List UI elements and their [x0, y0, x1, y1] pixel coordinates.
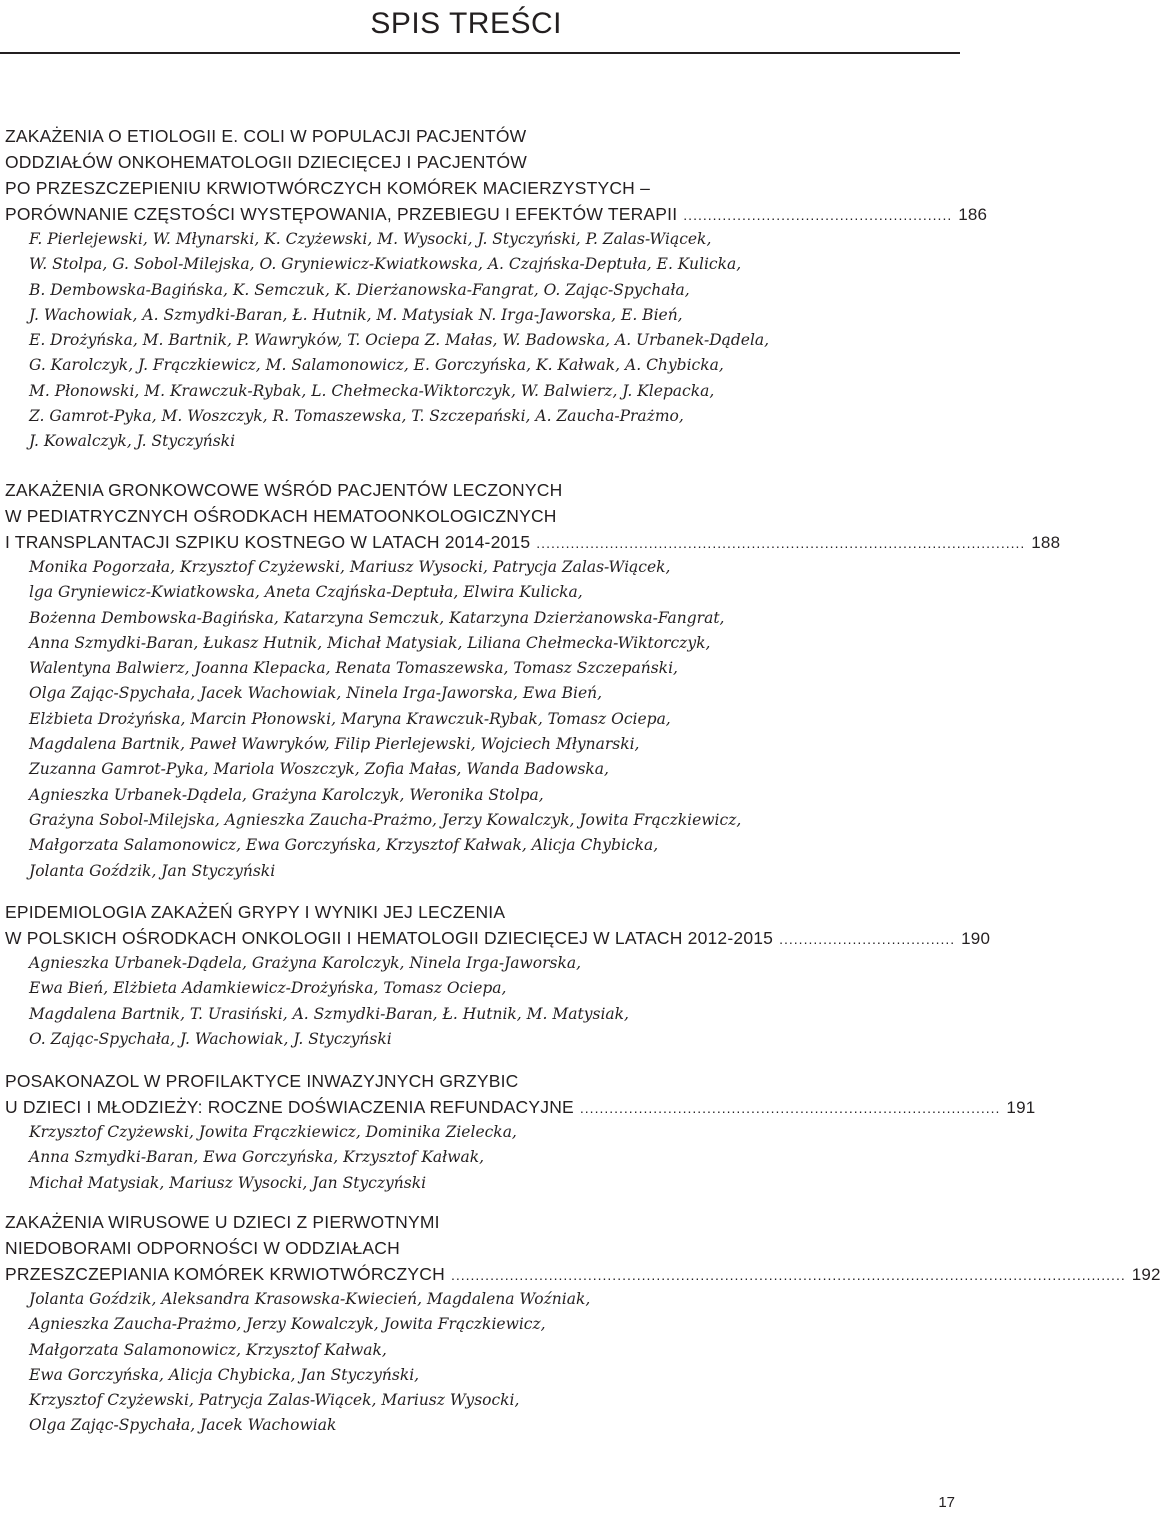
author-line: Elżbieta Drożyńska, Marcin Płonowski, Maryna Krawczuk-Rybak, Tomasz Ociepa,: [29, 709, 671, 728]
entry-title-text: I TRANSPLANTACJI SZPIKU KOSTNEGO W LATACH 2014-2015: [5, 532, 531, 552]
author-line: Agnieszka Urbanek-Dądela, Grażyna Karolczyk, Weronika Stolpa,: [29, 785, 544, 804]
author-line: Anna Szmydki-Baran, Łukasz Hutnik, Michał Matysiak, Liliana Chełmecka-Wiktorczyk,: [29, 633, 711, 652]
entry-title-last-line[interactable]: [5, 529, 1061, 555]
entry-title-line: EPIDEMIOLOGIA ZAKAŻEŃ GRYPY I WYNIKI JEJ LECZENIA: [5, 902, 506, 922]
author-line: Jolanta Goździk, Jan Styczyński: [29, 861, 276, 880]
entry-authors: [29, 951, 955, 1052]
entry-title-line: POSAKONAZOL W PROFILAKTYCE INWAZYJNYCH GRZYBIC: [5, 1071, 519, 1091]
entry-title-text: W POLSKICH OŚRODKACH ONKOLOGII I HEMATOLOGII DZIECIĘCEJ W LATACH 2012-2015: [5, 928, 774, 948]
entry-title-line: ZAKAŻENIA O ETIOLOGII E. COLI W POPULACJI PACJENTÓW: [5, 126, 527, 146]
author-line: Michał Matysiak, Mariusz Wysocki, Jan Styczyński: [29, 1173, 427, 1192]
author-line: Agnieszka Zaucha-Prażmo, Jerzy Kowalczyk, Jowita Frączkiewicz,: [29, 1315, 546, 1334]
author-line: Zuzanna Gamrot-Pyka, Mariola Woszczyk, Zofia Małas, Wanda Badowska,: [29, 760, 609, 779]
author-line: Monika Pogorzała, Krzysztof Czyżewski, Mariusz Wysocki, Patrycja Zalas-Wiącek,: [29, 558, 671, 576]
entry-page-number[interactable]: 190: [961, 929, 991, 948]
author-line: Olga Zając-Spychała, Jacek Wachowiak, Ninela Irga-Jaworska, Ewa Bień,: [29, 684, 603, 703]
author-line: M. Płonowski, M. Krawczuk-Rybak, L. Chełmecka-Wiktorczyk, W. Balwierz, J. Klepacka,: [29, 381, 715, 400]
author-line: Magdalena Bartnik, Paweł Wawryków, Filip Pierlejewski, Wojciech Młynarski,: [29, 735, 640, 754]
author-line: Jolanta Goździk, Aleksandra Krasowska-Kwiecień, Magdalena Woźniak,: [29, 1290, 591, 1308]
author-line: E. Drożyńska, M. Bartnik, P. Wawryków, T. Ociepa Z. Małas, W. Badowska, A. Urbanek-Dądela,: [29, 331, 770, 350]
author-line: Bożenna Dembowska-Bagińska, Katarzyna Semczuk, Katarzyna Dzierżanowska-Fangrat,: [29, 608, 725, 627]
toc-entry: [5, 477, 1061, 884]
entry-title-text: U DZIECI I MŁODZIEŻY: ROCZNE DOŚWIACZENIA REFUNDACYJNE: [5, 1097, 574, 1117]
entry-title-last-line[interactable]: [5, 1094, 1036, 1120]
entry-title-text: PORÓWNANIE CZĘSTOŚCI WYSTĘPOWANIA, PRZEBIEGU I EFEKTÓW TERAPII: [5, 204, 678, 224]
author-line: J. Kowalczyk, J. Styczyński: [29, 432, 236, 451]
entry-title-last-line[interactable]: [5, 1261, 1161, 1287]
entry-page-number[interactable]: 192: [1131, 1265, 1161, 1284]
author-line: Grażyna Sobol-Milejska, Agnieszka Zaucha-Prażmo, Jerzy Kowalczyk, Jowita Frączkiewicz,: [29, 810, 742, 829]
entry-title-line: NIEDOBORAMI ODPORNOŚCI W ODDZIAŁACH: [5, 1238, 400, 1258]
entry-title-line: ZAKAŻENIA WIRUSOWE U DZIECI Z PIERWOTNYMI: [5, 1212, 440, 1232]
page-title: SPIS TREŚCI: [370, 7, 562, 40]
dot-leader: ......................................................................................: [579, 1100, 1001, 1116]
entry-title-last-line[interactable]: [5, 201, 988, 227]
entry-title-last-line[interactable]: [5, 925, 991, 951]
author-line: W. Stolpa, G. Sobol-Milejska, O. Gryniewicz-Kwiatkowska, A. Czajńska-Deptuła, E. Kulicka,: [29, 255, 742, 274]
author-line: Ewa Gorczyńska, Alicja Chybicka, Jan Styczyński,: [29, 1365, 420, 1384]
author-line: Ewa Bień, Elżbieta Adamkiewicz-Drożyńska, Tomasz Ociepa,: [29, 979, 507, 998]
dot-leader: ....................................: [779, 931, 956, 947]
entry-title-line: W PEDIATRYCZNYCH OŚRODKACH HEMATOONKOLOGICZNYCH: [5, 506, 557, 526]
author-line: B. Dembowska-Bagińska, K. Semczuk, K. Dierżanowska-Fangrat, O. Zając-Spychała,: [29, 280, 690, 299]
entry-title-line: ZAKAŻENIA GRONKOWCOWE WŚRÓD PACJENTÓW LECZONYCH: [5, 480, 563, 500]
author-line: O. Zając-Spychała, J. Wachowiak, J. Styczyński: [29, 1029, 392, 1048]
entry-title-line: ODDZIAŁÓW ONKOHEMATOLOGII DZIECIĘCEJ I PACJENTÓW: [5, 152, 528, 172]
author-line: Krzysztof Czyżewski, Patrycja Zalas-Wiącek, Mariusz Wysocki,: [29, 1391, 520, 1410]
page-number: 17: [938, 1494, 955, 1511]
entry-authors: [29, 1287, 955, 1439]
entry-authors: [29, 1120, 955, 1196]
entry-title-text: PRZESZCZEPIANIA KOMÓREK KRWIOTWÓRCZYCH: [5, 1264, 445, 1284]
author-line: Z. Gamrot-Pyka, M. Woszczyk, R. Tomaszewska, T. Szczepański, A. Zaucha-Prażmo,: [29, 407, 684, 426]
author-line: Walentyna Balwierz, Joanna Klepacka, Renata Tomaszewska, Tomasz Szczepański,: [29, 659, 678, 678]
entry-page-number[interactable]: 188: [1031, 533, 1061, 552]
author-line: Magdalena Bartnik, T. Urasiński, A. Szmydki-Baran, Ł. Hutnik, M. Matysiak,: [29, 1004, 629, 1023]
entry-title-line: PO PRZESZCZEPIENIU KRWIOTWÓRCZYCH KOMÓREK MACIERZYSTYCH –: [5, 178, 651, 198]
author-line: Olga Zając-Spychała, Jacek Wachowiak: [29, 1416, 337, 1435]
author-line: F. Pierlejewski, W. Młynarski, K. Czyżewski, M. Wysocki, J. Styczyński, P. Zalas-Wiącek,: [29, 230, 712, 248]
dot-leader: ....................................................................................................: [536, 535, 1026, 551]
author-line: Krzysztof Czyżewski, Jowita Frączkiewicz, Dominika Zielecka,: [29, 1123, 517, 1141]
entry-page-number[interactable]: 186: [958, 205, 988, 224]
toc-entry: [5, 1068, 1036, 1196]
entry-authors: [29, 555, 955, 884]
author-line: lga Gryniewicz-Kwiatkowska, Aneta Czajńska-Deptuła, Elwira Kulicka,: [29, 583, 583, 602]
toc-entry: [5, 123, 988, 455]
toc-entry: [5, 899, 991, 1052]
author-line: G. Karolczyk, J. Frączkiewicz, M. Salamonowicz, E. Gorczyńska, K. Kałwak, A. Chybicka,: [29, 356, 724, 375]
toc-entry: [5, 1209, 1161, 1439]
author-line: Agnieszka Urbanek-Dądela, Grażyna Karolczyk, Ninela Irga-Jaworska,: [29, 954, 582, 972]
entry-page-number[interactable]: 191: [1006, 1098, 1036, 1117]
entry-authors: [29, 227, 955, 455]
author-line: Małgorzata Salamonowicz, Ewa Gorczyńska, Krzysztof Kałwak, Alicja Chybicka,: [29, 836, 659, 855]
dot-leader: .......................................................: [683, 207, 953, 223]
header-rule: [0, 52, 960, 54]
author-line: Małgorzata Salamonowicz, Krzysztof Kałwak,: [29, 1340, 387, 1359]
dot-leader: ..........................................................................................................................................: [450, 1267, 1126, 1283]
author-line: Anna Szmydki-Baran, Ewa Gorczyńska, Krzysztof Kałwak,: [29, 1148, 485, 1167]
author-line: J. Wachowiak, A. Szmydki-Baran, Ł. Hutnik, M. Matysiak N. Irga-Jaworska, E. Bień,: [29, 305, 683, 324]
